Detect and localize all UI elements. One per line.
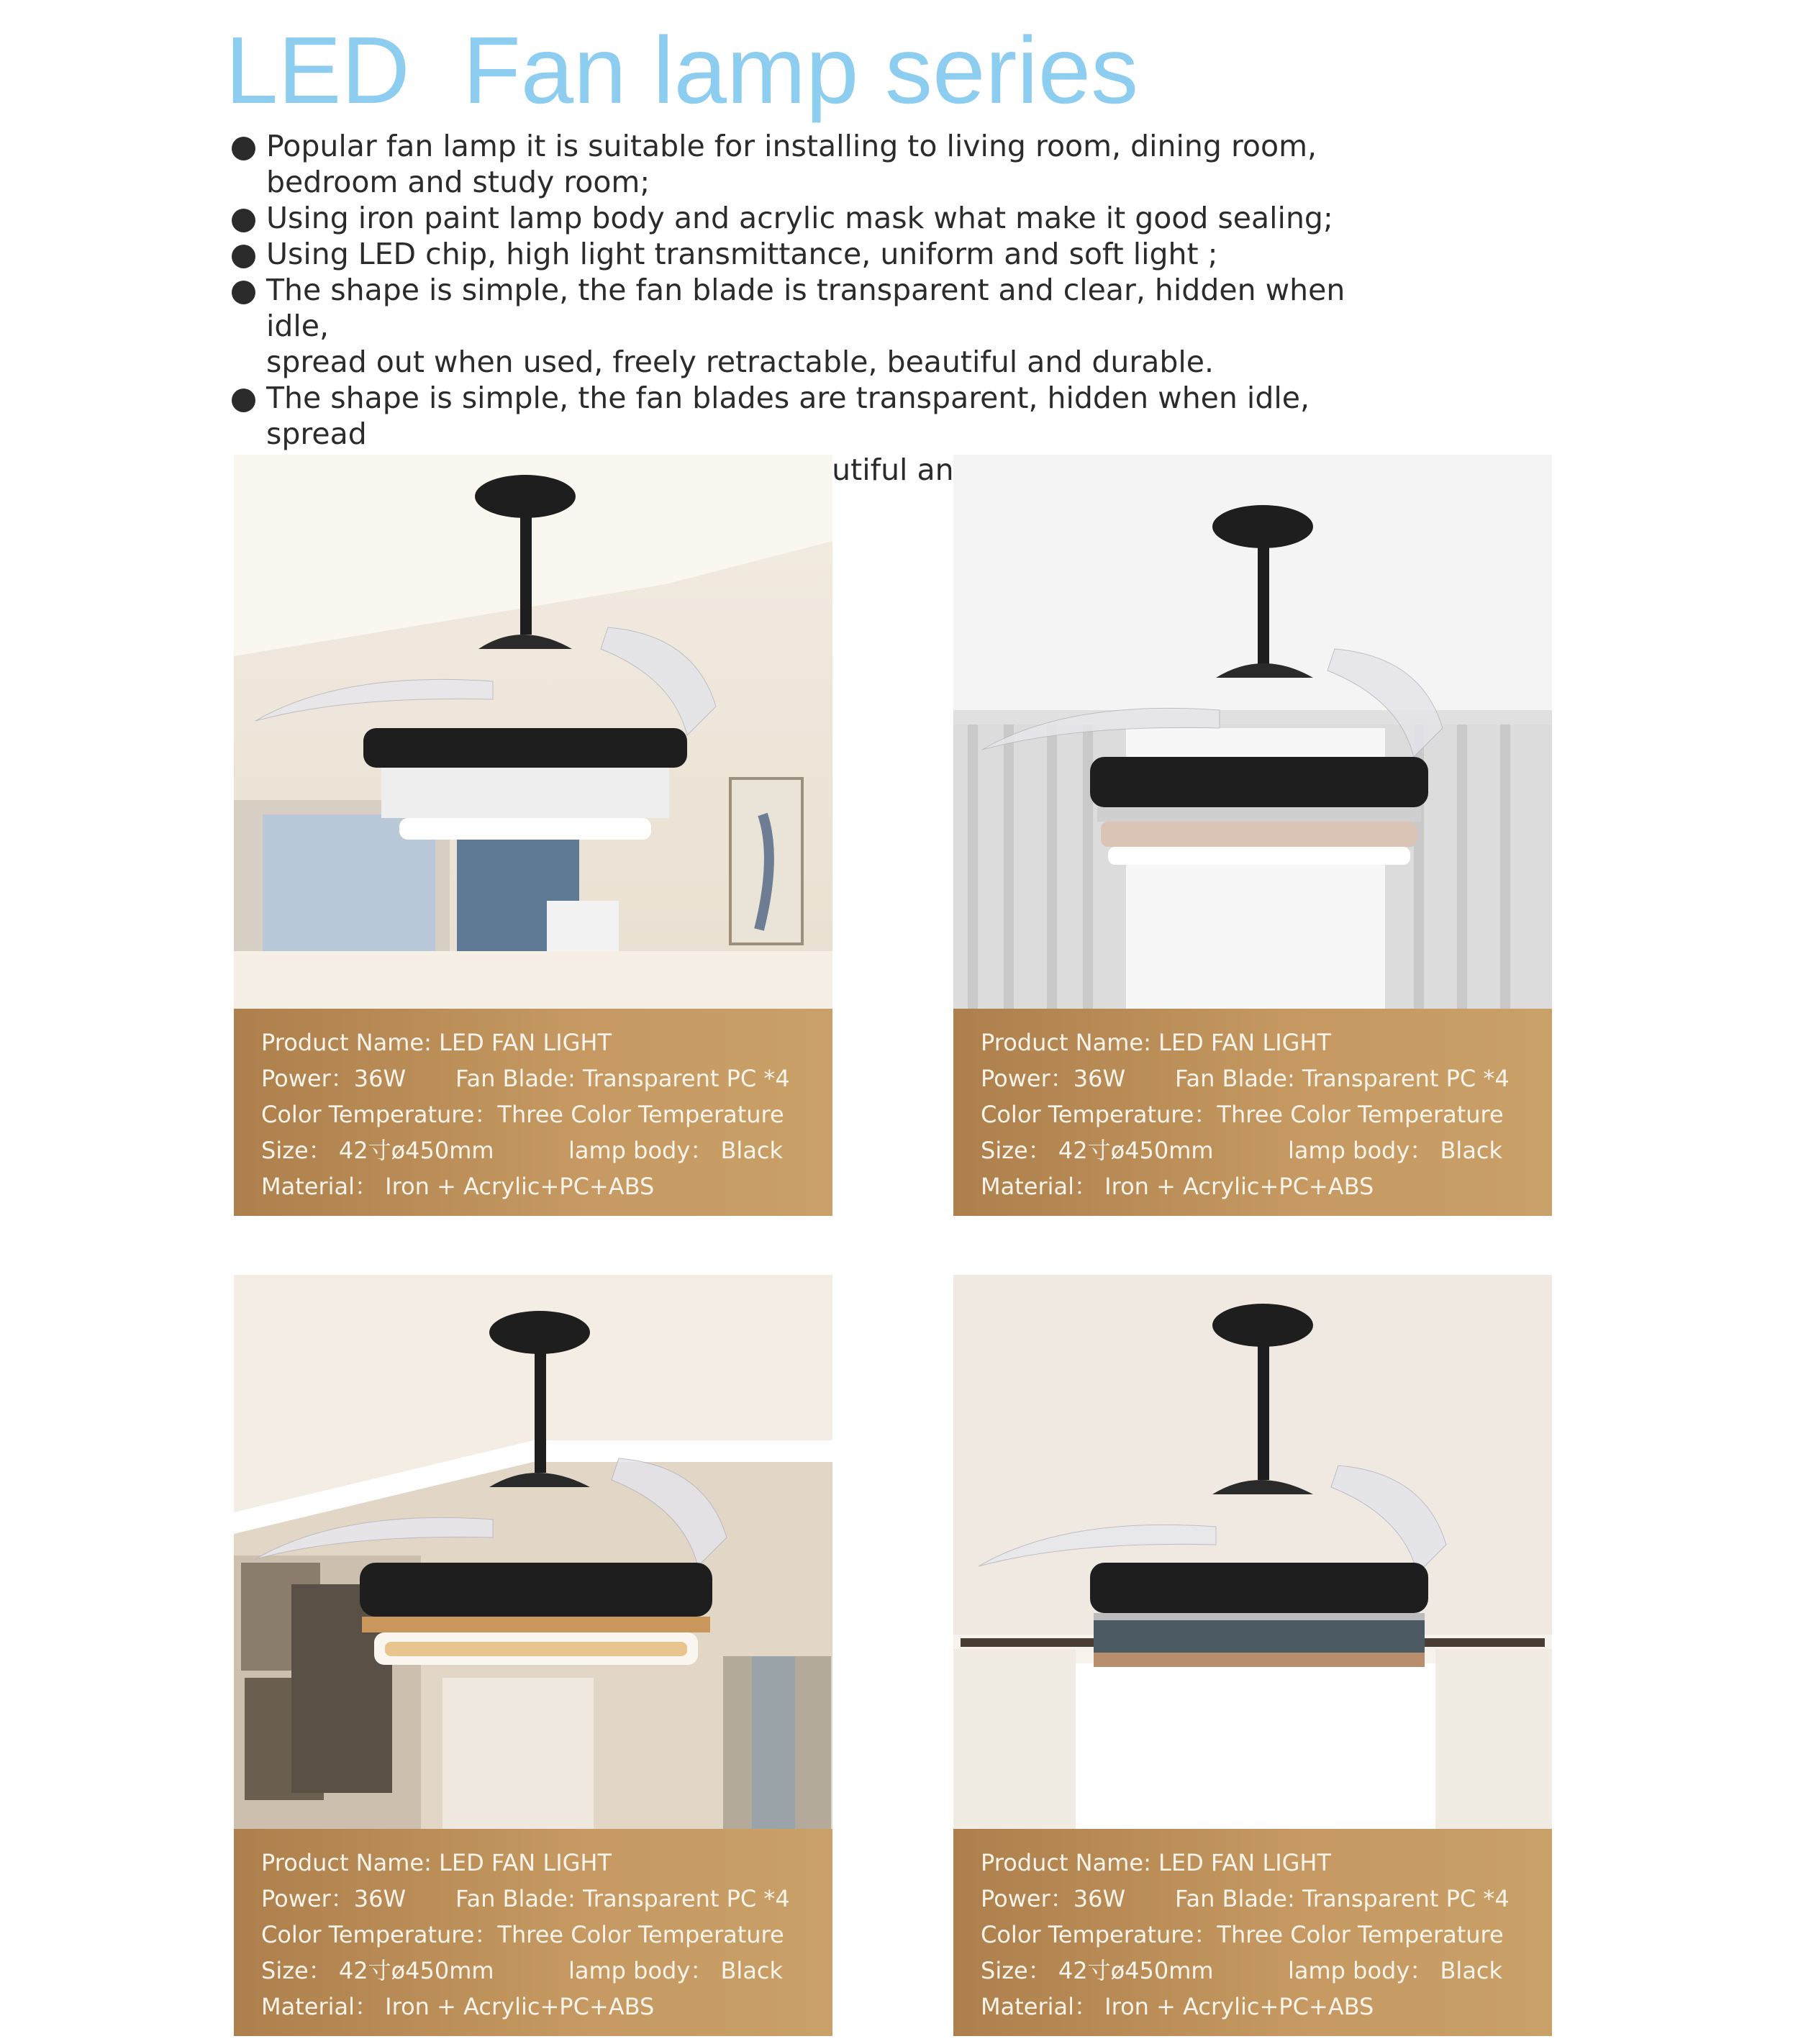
ceiling-fan-light-icon xyxy=(234,455,832,1009)
feature-text-continued: beautiful and xyxy=(776,453,973,487)
bullet-dot-icon xyxy=(232,245,255,268)
spec-panel xyxy=(953,1009,1552,1216)
spec-panel xyxy=(953,1829,1552,2036)
blade-spec: Fan Blade: Transparent PC *4 xyxy=(1175,1065,1510,1092)
spec-row xyxy=(981,1881,1552,1917)
spec-row xyxy=(981,1096,1552,1132)
spec-row xyxy=(261,1917,832,1953)
spec-panel xyxy=(234,1009,832,1216)
spec-row xyxy=(261,1060,832,1096)
spec-row xyxy=(981,1132,1552,1168)
body-spec: lamp body： Black xyxy=(1288,1957,1503,1984)
feature-text: The shape is simple, the fan blades are transparent, hidden when idle, spread xyxy=(266,381,1310,451)
spec-row xyxy=(981,1025,1552,1060)
body-spec: lamp body： Black xyxy=(568,1957,784,1984)
size-spec: Size： 42寸ø450mm xyxy=(261,1957,494,1984)
body-spec: lamp body： Black xyxy=(1288,1137,1503,1164)
ceiling-fan-light-icon xyxy=(953,1275,1552,1829)
color-temp-spec: Color Temperature：Three Color Temperature xyxy=(981,1921,1504,1948)
spec-row xyxy=(261,1132,832,1168)
color-temp-spec: Color Temperature：Three Color Temperature xyxy=(261,1101,784,1128)
feature-text: Popular fan lamp it is suitable for installing to living room, dining room, xyxy=(266,129,1317,163)
feature-item xyxy=(232,272,1412,380)
product-name: Product Name: LED FAN LIGHT xyxy=(981,1029,1332,1056)
spec-row xyxy=(261,1025,832,1060)
product-photo xyxy=(234,455,832,1009)
material-spec: Material： Iron + Acrylic+PC+ABS xyxy=(981,1993,1374,2020)
size-spec: Size： 42寸ø450mm xyxy=(981,1137,1214,1164)
ceiling-fan-light-icon xyxy=(953,455,1552,1009)
product-name: Product Name: LED FAN LIGHT xyxy=(261,1029,612,1056)
size-spec: Size： 42寸ø450mm xyxy=(981,1957,1214,1984)
spec-row xyxy=(981,1845,1552,1881)
color-temp-spec: Color Temperature：Three Color Temperature xyxy=(981,1101,1504,1128)
product-name: Product Name: LED FAN LIGHT xyxy=(261,1849,612,1876)
ceiling-fan-light-icon xyxy=(234,1275,832,1829)
bullet-dot-icon xyxy=(232,281,255,304)
color-temp-spec: Color Temperature：Three Color Temperature xyxy=(261,1921,784,1948)
spec-row xyxy=(261,1881,832,1917)
product-card xyxy=(953,1275,1552,2036)
spec-row xyxy=(981,1989,1552,2025)
bullet-dot-icon xyxy=(232,389,255,412)
product-card xyxy=(234,455,832,1216)
material-spec: Material： Iron + Acrylic+PC+ABS xyxy=(261,1993,655,2020)
feature-item xyxy=(232,128,1412,200)
power-spec: Power：36W xyxy=(981,1065,1126,1092)
spec-row xyxy=(981,1168,1552,1204)
spec-row xyxy=(261,1096,832,1132)
feature-text: The shape is simple, the fan blade is transparent and clear, hidden when idle, xyxy=(266,273,1345,343)
blade-spec: Fan Blade: Transparent PC *4 xyxy=(1175,1885,1510,1912)
product-name: Product Name: LED FAN LIGHT xyxy=(981,1849,1332,1876)
spec-row xyxy=(261,1168,832,1204)
power-spec: Power：36W xyxy=(261,1885,407,1912)
product-photo xyxy=(953,455,1552,1009)
feature-item xyxy=(232,200,1412,236)
spec-row xyxy=(261,1953,832,1989)
spec-row xyxy=(981,1060,1552,1096)
spec-row xyxy=(981,1953,1552,1989)
feature-list xyxy=(232,128,1412,488)
product-card xyxy=(234,1275,832,2036)
product-photo xyxy=(234,1275,832,1829)
size-spec: Size： 42寸ø450mm xyxy=(261,1137,494,1164)
feature-text-continued: bedroom and study room; xyxy=(266,165,650,199)
spec-row xyxy=(261,1989,832,2025)
feature-item xyxy=(232,236,1412,272)
feature-text-continued: spread out when used, freely retractable, beautiful and durable. xyxy=(266,345,1215,379)
product-card xyxy=(953,455,1552,1216)
feature-text: Using iron paint lamp body and acrylic mask what make it good sealing; xyxy=(266,201,1333,235)
spec-panel xyxy=(234,1829,832,2036)
feature-text: Using LED chip, high light transmittance, uniform and soft light ; xyxy=(266,237,1218,271)
page-title: LED Fan lamp series xyxy=(225,17,1139,123)
bullet-dot-icon xyxy=(232,209,255,232)
bullet-dot-icon xyxy=(232,137,255,160)
material-spec: Material： Iron + Acrylic+PC+ABS xyxy=(981,1173,1374,1200)
power-spec: Power：36W xyxy=(261,1065,407,1092)
spec-row xyxy=(261,1845,832,1881)
blade-spec: Fan Blade: Transparent PC *4 xyxy=(455,1885,790,1912)
spec-row xyxy=(981,1917,1552,1953)
body-spec: lamp body： Black xyxy=(568,1137,784,1164)
blade-spec: Fan Blade: Transparent PC *4 xyxy=(455,1065,790,1092)
power-spec: Power：36W xyxy=(981,1885,1126,1912)
material-spec: Material： Iron + Acrylic+PC+ABS xyxy=(261,1173,655,1200)
product-photo xyxy=(953,1275,1552,1829)
